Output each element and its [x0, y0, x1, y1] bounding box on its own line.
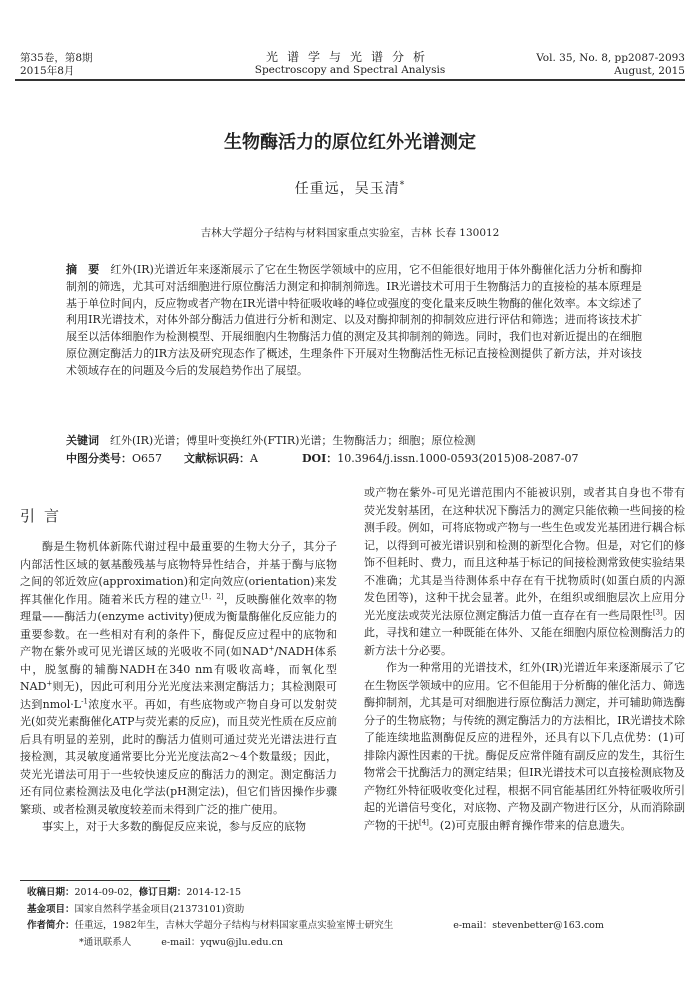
text-run: 酶是生物机体新陈代谢过程中最重要的生物大分子，其分子内部活性区域的氨基酸残基与底物特异性结合，并基于酶与底物之间的邻近效应(approximation)和定向效应(orientation)来发挥其催化作用。随着米氏方程的建立 [20, 540, 337, 606]
abstract-label: 摘 要 [66, 263, 100, 276]
corresponding-mark: * [399, 180, 406, 191]
doc-code-label: 文献标识码： [184, 452, 251, 465]
keywords [66, 432, 642, 449]
body-column-right [364, 484, 685, 834]
doi-value: 10.3964/j.issn.1000-0593(2015)08-2087-07 [337, 452, 579, 465]
bio-text: 任重远，1982年生，吉林大学超分子结构与材料国家重点实验室博士研究生 [74, 920, 394, 931]
superscript: + [268, 644, 275, 653]
abstract-text: 红外(IR)光谱近年来逐渐展示了它在生物医学领域中的应用，它不但能很好地用于体外酶催化活力分析和酶抑制剂的筛选，尤其可对活细胞进行原位酶活力测定和抑制剂筛选。IR光谱技术可用于生物酶活力的直接检的基本原理是基于单位时间内，反应物或者产物在IR光谱中特征吸收峰的峰位或强度的变化量来反映生物酶的催化效率。本文综述了利用IR光谱技术，对体外部分酶活力值进行分析和测定、以及对酶抑制剂的抑制效应进行评估和筛选；进而将该技术扩展至以活体细胞作为检测模型、开展细胞内生物酶活力值的测定及其抑制剂的筛选。同时，我们也对新近提出的在细胞原位测定酶活力的IR方法及研究现态作了概述，生理条件下开展对生物酶活性无标记直接检测提供了新方法，并对该技术领域存在的问题及今后的发展趋势作出了展望。 [66, 263, 643, 377]
journal-name-zh: 光谱学与光谱分析 [265, 50, 434, 64]
corresponding-email: e-mail：yqwu@jlu.edu.cn [161, 936, 283, 948]
publication-month: August, 2015 [614, 65, 685, 77]
running-header-center [200, 50, 500, 77]
running-header-left [20, 52, 93, 78]
volume-pages: Vol. 35, No. 8, pp2087-2093 [536, 52, 685, 64]
text-run: ，反映酶催化效率的物理量——酶活力(enzyme activity)便成为衡量酶催化反应能力的重要参数。在一些相对有利的条件下，酶促反应过程中的底物和产物在紫外或可见光谱区域的光吸收不同(如NAD [20, 592, 337, 658]
footnote-fund [27, 902, 687, 919]
footnote-corresponding [27, 935, 687, 952]
clc-label: 中图分类号： [66, 452, 132, 465]
doc-code-value: A [250, 452, 258, 465]
citation: [1，2] [201, 591, 224, 600]
footnote-bio [27, 918, 687, 935]
author-email: e-mail：stevenbetter@163.com [453, 920, 604, 931]
header-divider [15, 79, 685, 81]
abstract [66, 262, 642, 380]
superscript: + [46, 679, 53, 688]
affiliation: 吉林大学超分子结构与材料国家重点实验室，吉林 长春 130012 [200, 227, 500, 239]
paper-title: 生物酶活力的原位红外光谱测定 [224, 132, 476, 153]
text-run: 作为一种常用的光谱技术，红外(IR)光谱近年来逐渐展示了它在生物医学领域中的应用。它不但能用于分析酶的催化活力、筛选酶抑制剂，尤其是可对细胞进行原位酶活力测定，并可辅助筛选酶分子的生物底物；与传统的测定酶活力的方法相比，IR光谱技术除了能连续地监测酶促反应的进程外，还具有以下几点优势：(1)可排除内源性因素的干扰。酶促反应常伴随有副反应的发生，其衍生物常会干扰酶活力的测定结果；但IR光谱技术可以直接检测底物及产物红外特征吸收变化过程，根据不同官能基团红外特征吸收所引起的光谱信号变化，对底物、产物及副产物进行区分，从而消除副产物的干扰 [364, 661, 685, 832]
classification-line [66, 450, 666, 467]
fund-label: 基金项目： [27, 903, 75, 915]
text-run: 或产物在紫外-可见光谱范围内不能被识别，或者其自身也不带有荧光发射基团，在这种状况下酶活力的测定只能依赖一些间接的检测手段。例如，可将底物或产物与一些生色或发光基团进行耦合标记，以得到可被光谱识别和检测的新型化合物。但是，对它们的修饰不但耗时、费力，而且这种基于标记的间接检测常致使实验结果不准确；尤其是当待测体系中存在有干扰物质时(如蛋白质的内源发色团等)，这种干扰会显著。此外，在组织或细胞层次上应用分光光度法或荧光法原位测定酶活力值一直存在有一些局限性 [364, 486, 685, 622]
revised-label: 修订日期： [138, 887, 187, 898]
keywords-text: 红外(IR)光谱；傅里叶变换红外(FTIR)光谱；生物酶活力；细胞；原位检测 [110, 434, 476, 447]
paragraph [364, 659, 685, 834]
revised-date: 2014-12-15 [186, 887, 242, 898]
footnotes [27, 885, 687, 951]
running-header-right [480, 52, 685, 78]
footnote-divider [20, 880, 170, 881]
paragraph [364, 484, 685, 659]
section-heading-introduction: 引言 [20, 507, 69, 525]
publication-date: 2015年8月 [20, 65, 75, 77]
citation: [3] [652, 607, 663, 616]
text-run: /NADH体系中，脱氢酶的辅酶NADH在340 nm有吸收高峰，而氧化型NAD [20, 645, 337, 693]
citation: [4] [419, 817, 429, 826]
doi-label: DOI： [301, 452, 338, 465]
keywords-label: 关键词 [66, 434, 99, 447]
fund-text: 国家自然科学基金项目(21373101)资助 [74, 903, 245, 915]
author-names: 任重远，吴玉清 [294, 181, 400, 197]
text-run: 。因此，寻找和建立一种既能在体外、又能在细胞内原位检测酶活力的新方法十分必要。 [364, 608, 686, 657]
clc-value: O657 [132, 452, 163, 465]
received-date: 2014-09-02， [74, 887, 139, 898]
bio-label: 作者简介： [27, 920, 75, 931]
text-run: 浓度水平。再如，有些底物或产物自身可以发射荧光(如荧光素酶催化ATP与荧光素的反应)，而且荧光性质在反应前后具有明显的差别，此时的酶活力值则可通过荧光光谱法进行直接检测，其灵敏度通常要比分光光度法高2～4个数量级；因此，荧光光谱法可用于一些较快速反应的酶活力的测定。测定酶活力还有同位素检测法及电化学法(pH测定法)，但它们皆因操作步骤繁琐、或者检测灵敏度较差而未得到广泛的推广使用。 [20, 697, 337, 816]
paragraph [20, 538, 337, 818]
authors [0, 178, 700, 198]
superscript: -1 [81, 696, 88, 705]
footnote-dates [27, 885, 687, 902]
paragraph: 事实上，对于大多数的酶促反应来说，参与反应的底物 [42, 820, 306, 833]
corresponding-label: *通讯联系人 [79, 936, 132, 948]
text-run: 则无)，因此可利用分光光度法来测定酶活力；其检测限可达到nmol·L [20, 680, 337, 711]
text-run: 。(2)可克服由孵育操作带来的信息遗失。 [428, 818, 632, 832]
received-label: 收稿日期： [27, 887, 75, 898]
volume-issue: 第35卷，第8期 [20, 52, 93, 64]
journal-name-en: Spectroscopy and Spectral Analysis [254, 64, 446, 76]
body-column-left [20, 538, 337, 836]
